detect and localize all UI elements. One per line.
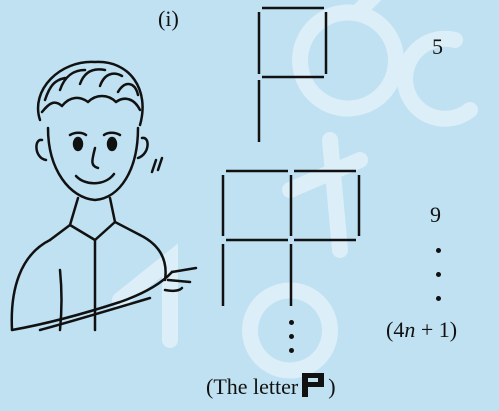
count-second: 9 — [430, 202, 441, 227]
count-general-var: n — [404, 317, 416, 342]
count-general — [386, 317, 457, 343]
figure-label: (i) — [158, 6, 179, 31]
count-general-suffix: + 1) — [415, 317, 458, 342]
ellipsis-dot — [436, 272, 441, 277]
ellipsis-dot — [436, 248, 441, 253]
ellipsis-dot — [289, 334, 294, 339]
ellipsis-dot — [436, 296, 441, 301]
figure-caption — [206, 373, 336, 403]
caption-suffix: ) — [328, 374, 336, 399]
caption-prefix: (The letter — [206, 374, 299, 399]
count-general-prefix: (4 — [386, 317, 405, 342]
ellipsis-dot — [289, 348, 294, 353]
count-first: 5 — [432, 34, 443, 59]
ellipsis-dot — [289, 320, 294, 325]
letter-p-icon — [300, 373, 326, 403]
